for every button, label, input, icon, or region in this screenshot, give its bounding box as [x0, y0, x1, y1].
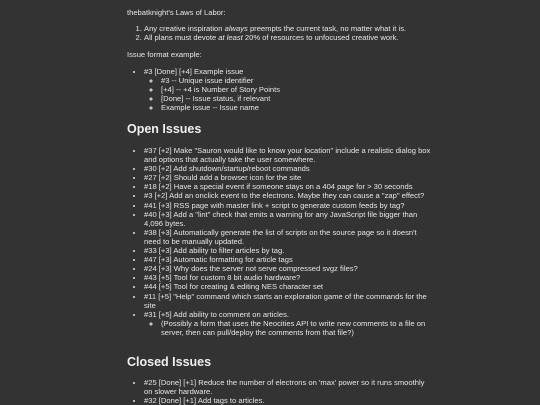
open-issues-list: [127, 146, 434, 337]
laws-intro: thebatknight's Laws of Labor:: [127, 8, 226, 17]
format-example: • #3 [Done] [+4] Example issue ◦ #3 -- Unique issue identifier ◦ [+4] -- +4 is Number of Story Points ◦ [Done] -- Issue status, if relevant ◦ Example issue -- Issue name: [144, 67, 444, 112]
closed-issues-heading: Closed Issues: [127, 355, 212, 369]
format-note: ◦ Example issue -- Issue name: [161, 103, 444, 112]
issue-item: • #33 [+3] Add ability to filter articles by tag.: [144, 246, 434, 255]
issue-item: • #43 [+5] Tool for custom 8 bit audio hardware?: [144, 273, 434, 282]
issue-subnotes: [144, 319, 434, 337]
issue-item: • #47 [+3] Automatic formatting for article tags: [144, 255, 434, 264]
law-item: 1. Any creative inspiration always preempts the current task, no matter what it is.: [144, 24, 444, 33]
issue-item: • #37 [+2] Make "Sauron would like to know your location" include a realistic dialog box and options that actually take the user somewhere.: [144, 146, 434, 164]
format-note: ◦ [+4] -- +4 is Number of Story Points: [161, 85, 444, 94]
issue-item: • #44 [+5] Tool for creating & editing NES character set: [144, 282, 434, 291]
issue-item: • #27 [+2] Should add a browser icon for the site: [144, 173, 434, 182]
laws-list: [127, 24, 444, 42]
closed-issues-list: [127, 378, 434, 405]
issue-item: • #38 [+3] Automatically generate the list of scripts on the source page so it doesn't need to be manually updated.: [144, 228, 434, 246]
issue-item: • #30 [+2] Add shutdown/startup/reboot commands: [144, 164, 434, 173]
law-item: 2. All plans must devote at least 20% of resources to unfocused creative work.: [144, 33, 444, 42]
issue-item: • #25 [Done] [+1] Reduce the number of electrons on 'max' power so it runs smoothly on slower hardware.: [144, 378, 434, 396]
open-issues-heading: Open Issues: [127, 122, 202, 136]
format-note: ◦ #3 -- Unique issue identifier: [161, 76, 444, 85]
issue-subnote: ◦ (Possibly a form that uses the Neocities API to write new comments to a file on server, then can pull/deploy the comments from that file?): [161, 319, 434, 337]
issue-item: • #24 [+3] Why does the server not serve compressed svgz files?: [144, 264, 434, 273]
format-notes: [144, 76, 444, 112]
issue-item: • #41 [+3] RSS page with master link + script to generate custom feeds by tag?: [144, 201, 434, 210]
issue-item: • #31 [+5] Add ability to comment on articles. ◦ (Possibly a form that uses the Neocities API to write new comments to a file on server, then can pull/deploy the comments from that file?): [144, 310, 434, 337]
format-label: Issue format example:: [127, 50, 202, 59]
format-example-list: [127, 67, 444, 112]
issue-item: • #11 [+5] "Help" command which starts an exploration game of the commands for the site: [144, 292, 434, 310]
issue-item: • #32 [Done] [+1] Add tags to articles.: [144, 396, 434, 405]
issue-item: • #18 [+2] Have a special event if someone stays on a 404 page for > 30 seconds: [144, 182, 434, 191]
issue-item: • #3 [+2] Add an onclick event to the electrons. Maybe they can cause a "zap" effect?: [144, 191, 434, 200]
issue-item: • #40 [+3] Add a "lint" check that emits a warning for any JavaScript file bigger than 4,096 bytes.: [144, 210, 434, 228]
format-note: ◦ [Done] -- Issue status, if relevant: [161, 94, 444, 103]
